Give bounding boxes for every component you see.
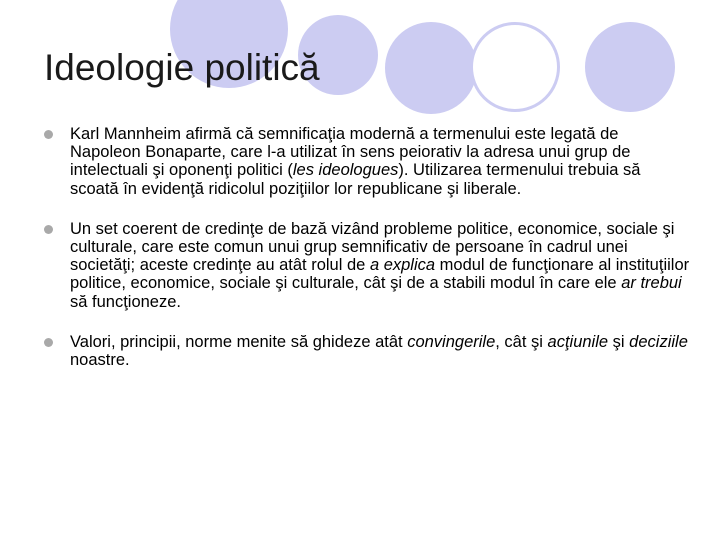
bullet-2-text-1: Un set coerent de credinţe de bază vizând probleme politice, economice, sociale şi culturale, care este comun unui grup semnificativ de persoane în cadrul unei societăţi; aceste credinţe au atât rolul de — [70, 219, 675, 275]
decorative-circle-3 — [385, 22, 477, 114]
bullet-3-italic-actiunile: acţiunile — [547, 332, 609, 351]
bullet-dot-icon — [44, 225, 53, 234]
bullet-1-text-1: Karl Mannheim afirmă că semnificaţia modernă a termenului este legată de Napoleon Bonaparte, care l-a utilizat în sens peiorativ la adresa unui grup de intelectuali şi oponenţi politici ( — [70, 125, 631, 180]
bullet-3-text-3: şi — [608, 332, 630, 351]
bullet-item-1 — [40, 125, 690, 198]
slide-title: Ideologie politică — [44, 47, 320, 88]
bullet-3-text-2: , cât şi — [495, 332, 548, 351]
bullet-dot-icon — [44, 130, 53, 139]
bullet-text — [70, 125, 690, 198]
bullet-3-italic-convingerile: convingerile — [407, 332, 496, 351]
bullet-dot-icon — [44, 338, 53, 347]
bullet-2-italic-ar-trebui: ar trebui — [621, 274, 682, 293]
bullet-2-text-3: să funcţioneze. — [70, 292, 181, 311]
bullet-2-text-2: modul de funcţionare al instituţiilor politice, economice, sociale şi culturale, cât şi de a stabili modul în care ele — [70, 256, 690, 293]
decorative-circle-5 — [585, 22, 675, 112]
decorative-circle-4 — [470, 22, 560, 112]
bullet-2-italic-a-explica: a explica — [369, 256, 436, 275]
bullet-text — [70, 333, 690, 369]
bullet-1-text-2: ). Utilizarea termenului trebuia să scoată în evidenţă ridicolul poziţiilor lor republicane şi liberale. — [70, 161, 641, 198]
bullet-3-italic-deciziile: deciziile — [629, 332, 688, 351]
bullet-item-2 — [40, 220, 690, 311]
bullet-3-text-4: noastre. — [70, 351, 130, 370]
bullet-text — [70, 220, 690, 311]
bullet-list — [40, 125, 690, 391]
bullet-item-3 — [40, 333, 690, 369]
bullet-3-text-1: Valori, principii, norme menite să ghideze atât — [70, 332, 408, 351]
bullet-1-italic-les-ideologues: les ideologues — [292, 161, 399, 180]
